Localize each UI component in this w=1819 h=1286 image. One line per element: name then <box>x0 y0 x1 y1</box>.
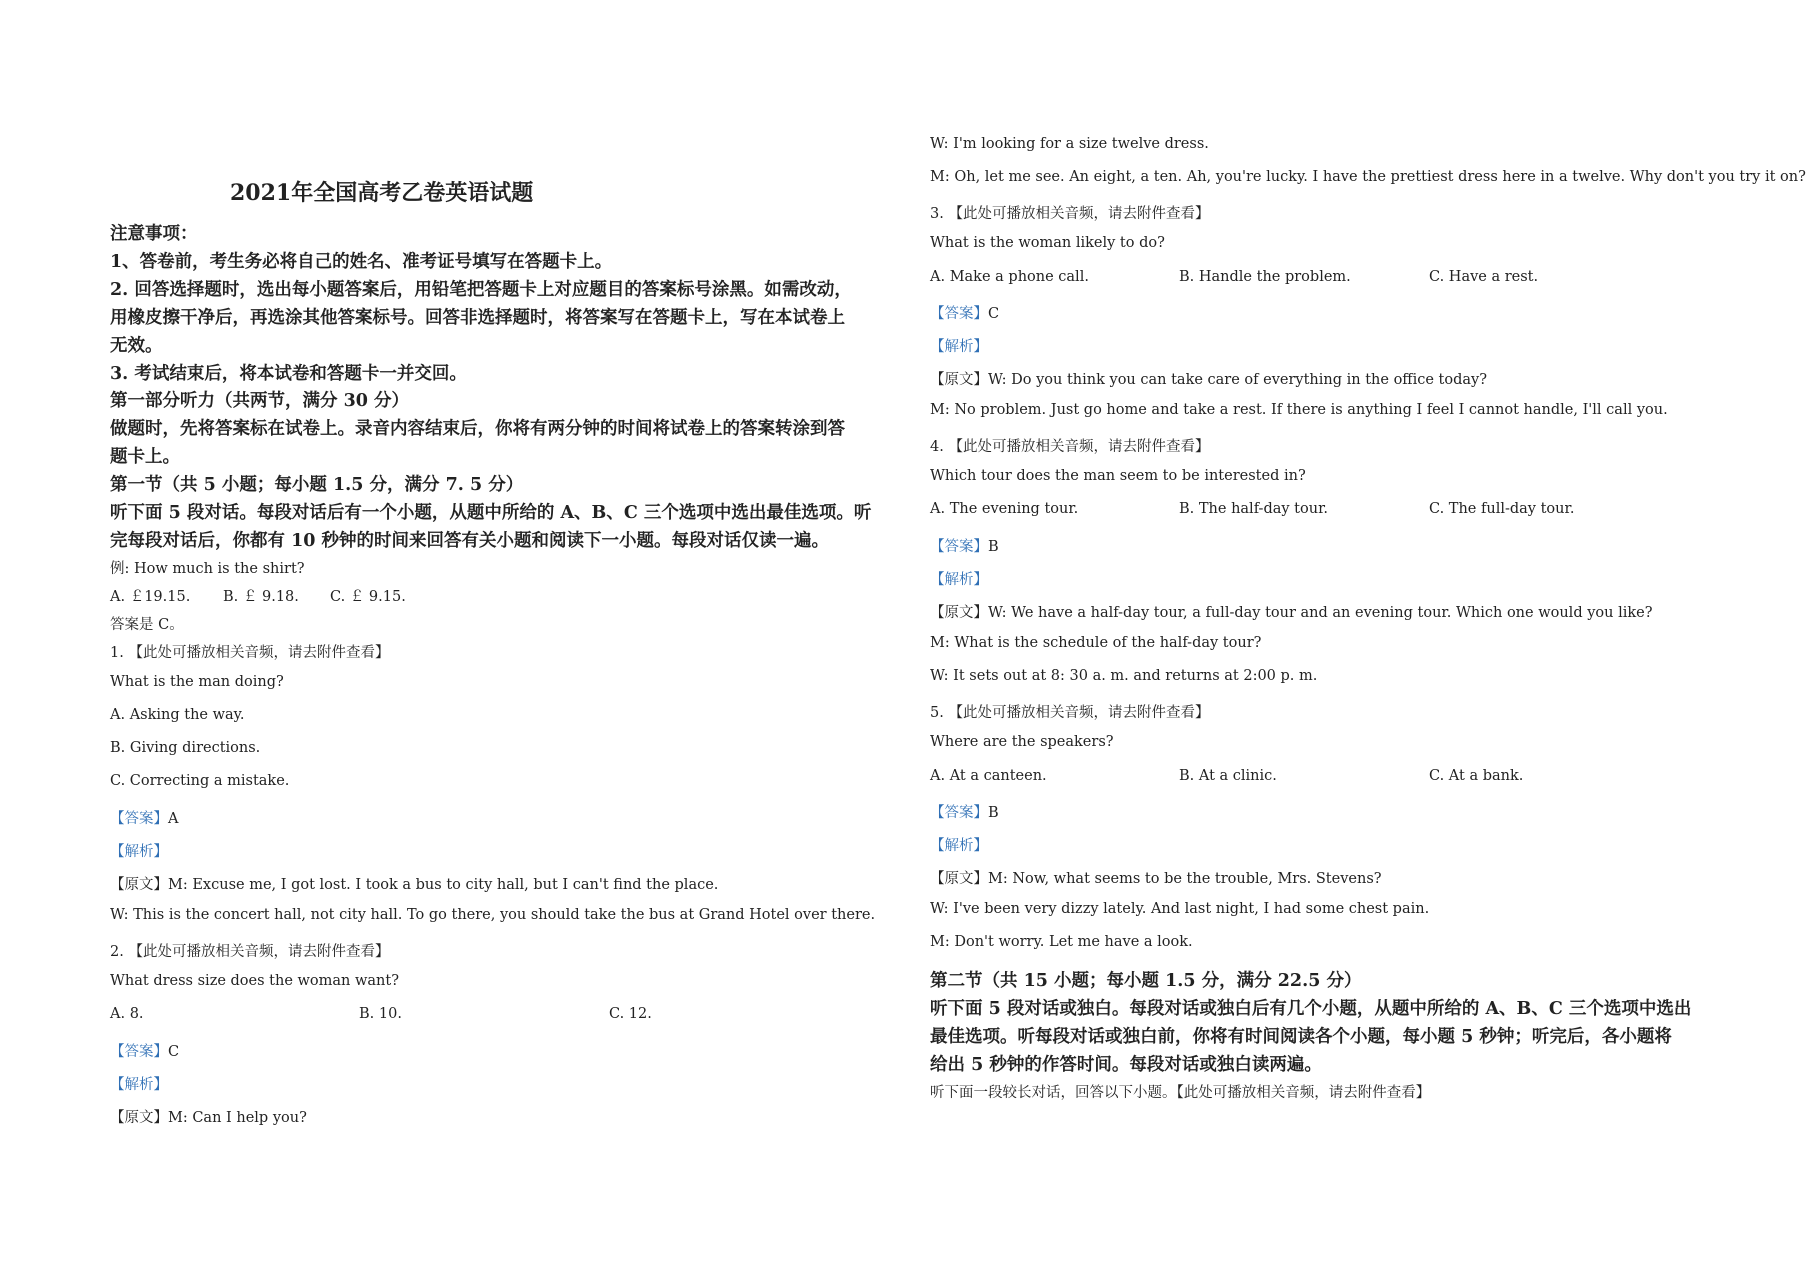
answer-value: B <box>988 805 999 821</box>
notice-item-3: 3. 考试结束后，将本试卷和答题卡一并交回。 <box>110 364 467 384</box>
transcript-tag: 【原文】 <box>110 1110 168 1126</box>
q4-heading: 4. 【此处可播放相关音频，请去附件查看】 <box>930 439 1210 455</box>
q5-transcript-line-3: M: Don't worry. Let me have a look. <box>930 934 1193 950</box>
q5-analysis-tag: 【解析】 <box>930 838 988 854</box>
q1-option-b: B. Giving directions. <box>110 740 261 756</box>
q5-heading: 5. 【此处可播放相关音频，请去附件查看】 <box>930 705 1210 721</box>
q4-option-a: A. The evening tour. <box>930 501 1079 517</box>
example-option-c: C. ￡ 9.15. <box>330 589 406 605</box>
q4-transcript-line-3: W: It sets out at 8: 30 a. m. and returns at 2:00 p. m. <box>930 668 1318 684</box>
q4-transcript-line-2: M: What is the schedule of the half-day tour? <box>930 635 1262 651</box>
q2-transcript <box>110 1106 307 1127</box>
example-option-b: B. ￡ 9.18. <box>223 589 299 605</box>
q2-transcript-line-2: W: I'm looking for a size twelve dress. <box>930 136 1209 152</box>
transcript-text: M: Now, what seems to be the trouble, Mrs. Stevens? <box>988 871 1382 887</box>
section2-desc-line-1: 听下面 5 段对话或独白。每段对话或独白后有几个小题，从题中所给的 A、B、C 三个选项中选出 <box>930 999 1692 1019</box>
q2-answer <box>110 1040 179 1061</box>
q4-analysis-tag: 【解析】 <box>930 572 988 588</box>
q5-transcript-line-2: W: I've been very dizzy lately. And last night, I had some chest pain. <box>930 901 1430 917</box>
notice-heading: 注意事项： <box>110 224 198 244</box>
example-question: 例: How much is the shirt? <box>110 561 305 577</box>
section1-desc-line-1: 听下面 5 段对话。每段对话后有一个小题，从题中所给的 A、B、C 三个选项中选出最佳选项。听 <box>110 503 872 523</box>
transcript-tag: 【原文】 <box>930 605 988 621</box>
answer-value: A <box>168 811 179 827</box>
q4-option-c: C. The full-day tour. <box>1429 501 1575 517</box>
q3-transcript-line-2: M: No problem. Just go home and take a rest. If there is anything I feel I cannot handle, I'll call you. <box>930 402 1668 418</box>
q5-question: Where are the speakers? <box>930 734 1114 750</box>
transcript-tag: 【原文】 <box>930 372 988 388</box>
q3-heading: 3. 【此处可播放相关音频，请去附件查看】 <box>930 206 1210 222</box>
answer-tag: 【答案】 <box>110 1044 168 1060</box>
example-answer: 答案是 C。 <box>110 617 184 633</box>
section2-desc-line-2: 最佳选项。听每段对话或独白前，你将有时间阅读各个小题，每小题 5 秒钟；听完后，各小题将 <box>930 1027 1672 1047</box>
notice-item-2-line-2: 用橡皮擦干净后，再选涂其他答案标号。回答非选择题时，将答案写在答题卡上，写在本试卷上 <box>110 308 845 328</box>
notice-item-2-line-1: 2. 回答选择题时，选出每小题答案后，用铅笔把答题卡上对应题目的答案标号涂黑。如需改动， <box>110 280 852 300</box>
q1-answer <box>110 807 178 828</box>
answer-tag: 【答案】 <box>930 805 988 821</box>
notice-item-2-line-3: 无效。 <box>110 336 163 356</box>
q1-heading: 1. 【此处可播放相关音频，请去附件查看】 <box>110 645 390 661</box>
answer-tag: 【答案】 <box>930 306 988 322</box>
answer-value: C <box>168 1044 180 1060</box>
q4-option-b: B. The half-day tour. <box>1179 501 1329 517</box>
q3-option-c: C. Have a rest. <box>1429 269 1539 285</box>
answer-tag: 【答案】 <box>930 539 988 555</box>
section2-desc-line-3: 给出 5 秒钟的作答时间。每段对话或独白读两遍。 <box>930 1055 1322 1075</box>
q1-transcript <box>110 873 718 894</box>
part1-heading: 第一部分听力（共两节，满分 30 分） <box>110 391 410 411</box>
q4-question: Which tour does the man seem to be interested in? <box>930 468 1306 484</box>
q5-option-b: B. At a clinic. <box>1179 768 1277 784</box>
transcript-tag: 【原文】 <box>110 877 168 893</box>
q2-question: What dress size does the woman want? <box>110 973 399 989</box>
part1-desc-line-2: 题卡上。 <box>110 447 180 467</box>
q2-transcript-line-3: M: Oh, let me see. An eight, a ten. Ah, you're lucky. I have the prettiest dress here in a twelve. Why don't you try it on? <box>930 169 1806 185</box>
q1-option-a: A. Asking the way. <box>110 707 245 723</box>
section1-desc-line-2: 完每段对话后，你都有 10 秒钟的时间来回答有关小题和阅读下一小题。每段对话仅读一遍。 <box>110 531 830 551</box>
q5-answer <box>930 801 999 822</box>
q5-transcript <box>930 867 1382 888</box>
q2-analysis-tag: 【解析】 <box>110 1077 168 1093</box>
notice-item-1: 1、答卷前，考生务必将自己的姓名、准考证号填写在答题卡上。 <box>110 252 613 272</box>
q2-option-a: A. 8. <box>110 1006 144 1022</box>
transcript-text: W: Do you think you can take care of everything in the office today? <box>988 372 1488 388</box>
answer-tag: 【答案】 <box>110 811 168 827</box>
section2-instruction: 听下面一段较长对话，回答以下小题。【此处可播放相关音频，请去附件查看】 <box>930 1085 1431 1101</box>
page-title: 2021年全国高考乙卷英语试题 <box>230 180 534 206</box>
q4-answer <box>930 535 999 556</box>
q4-transcript <box>930 601 1653 622</box>
q1-analysis-tag: 【解析】 <box>110 844 168 860</box>
q2-heading: 2. 【此处可播放相关音频，请去附件查看】 <box>110 944 390 960</box>
q3-analysis-tag: 【解析】 <box>930 339 988 355</box>
q5-option-c: C. At a bank. <box>1429 768 1524 784</box>
q2-option-b: B. 10. <box>359 1006 402 1022</box>
q1-option-c: C. Correcting a mistake. <box>110 773 290 789</box>
transcript-text: M: Excuse me, I got lost. I took a bus to city hall, but I can't find the place. <box>168 877 719 893</box>
q2-option-c: C. 12. <box>609 1006 652 1022</box>
q5-option-a: A. At a canteen. <box>930 768 1047 784</box>
part1-desc-line-1: 做题时，先将答案标在试卷上。录音内容结束后，你将有两分钟的时间将试卷上的答案转涂到答 <box>110 419 845 439</box>
q3-transcript <box>930 368 1487 389</box>
q3-answer <box>930 302 999 323</box>
transcript-text: W: We have a half-day tour, a full-day tour and an evening tour. Which one would you like? <box>988 605 1653 621</box>
answer-value: C <box>988 306 1000 322</box>
q3-question: What is the woman likely to do? <box>930 235 1165 251</box>
answer-value: B <box>988 539 999 555</box>
q1-transcript-line-2: W: This is the concert hall, not city hall. To go there, you should take the bus at Grand Hotel over there. <box>110 907 876 923</box>
section2-heading: 第二节（共 15 小题；每小题 1.5 分，满分 22.5 分） <box>930 971 1362 991</box>
q3-option-a: A. Make a phone call. <box>930 269 1089 285</box>
transcript-text: M: Can I help you? <box>168 1110 307 1126</box>
q3-option-b: B. Handle the problem. <box>1179 269 1351 285</box>
transcript-tag: 【原文】 <box>930 871 988 887</box>
q1-question: What is the man doing? <box>110 674 284 690</box>
section1-heading: 第一节（共 5 小题；每小题 1.5 分，满分 7. 5 分） <box>110 475 524 495</box>
example-option-a: A. ￡19.15. <box>110 589 191 605</box>
